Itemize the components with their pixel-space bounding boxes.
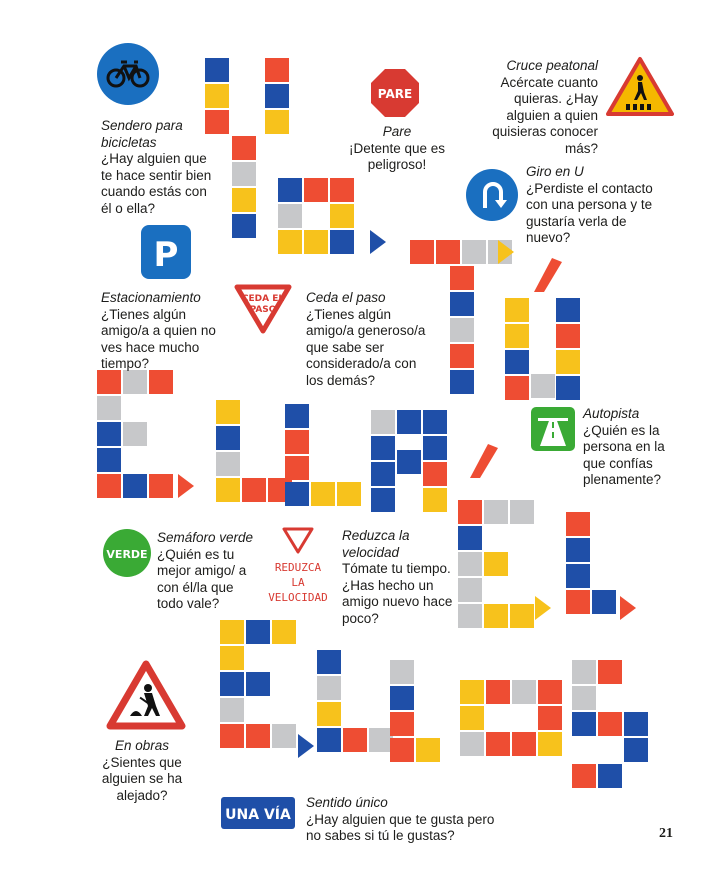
letter-block xyxy=(330,178,354,202)
letter-block xyxy=(510,604,534,628)
letter-block xyxy=(390,660,414,684)
green-light-text: VERDE xyxy=(106,548,148,561)
parking-icon xyxy=(140,224,192,280)
letter-block xyxy=(486,732,510,756)
letter-block xyxy=(205,84,229,108)
letter-block xyxy=(285,482,309,506)
yield-sign-text-2: PASO xyxy=(249,305,277,315)
letter-block xyxy=(410,240,434,264)
letter-block xyxy=(220,646,244,670)
reduce-speed-text-1: REDUZCA xyxy=(274,561,322,574)
letter-block xyxy=(556,376,580,400)
letter-block xyxy=(505,376,529,400)
arrow-head xyxy=(178,474,194,498)
letter-block xyxy=(216,452,240,476)
unavia-body: ¿Hay alguien que te gusta pero no sabes si tú le gustas? xyxy=(306,811,495,843)
letter-block xyxy=(436,240,460,264)
letter-block xyxy=(390,686,414,710)
giro-heading: Giro en U xyxy=(526,164,584,179)
letter-block xyxy=(205,58,229,82)
letter-block xyxy=(343,728,367,752)
arrow-head xyxy=(370,230,386,254)
letter-block xyxy=(598,712,622,736)
accent-mark xyxy=(534,258,562,292)
one-way-icon xyxy=(220,796,296,830)
letter-block xyxy=(423,410,447,434)
letter-block xyxy=(423,462,447,486)
reduzca-text xyxy=(342,528,457,627)
letter-block xyxy=(265,84,289,108)
letter-block xyxy=(242,478,266,502)
u-turn-icon xyxy=(465,168,519,222)
letter-block xyxy=(450,318,474,342)
letter-block xyxy=(566,564,590,588)
verde-heading: Semáforo verde xyxy=(157,530,254,545)
letter-block xyxy=(460,680,484,704)
letter-block xyxy=(505,298,529,322)
letter-block xyxy=(123,422,147,446)
letter-block xyxy=(566,538,590,562)
pare-body: ¡Detente que es peligroso! xyxy=(348,140,446,172)
bicicleta-text xyxy=(101,118,221,217)
giro-body: ¿Perdiste el contacto con una persona y te gustaría verla de nuevo? xyxy=(526,180,653,245)
letter-block xyxy=(285,456,309,480)
letter-block xyxy=(450,344,474,368)
cruce-heading: Cruce peatonal xyxy=(506,58,598,73)
letter-block xyxy=(265,58,289,82)
obras-body: ¿Sientes que alguien se ha alejado? xyxy=(101,754,183,803)
letter-block xyxy=(369,728,393,752)
letter-block xyxy=(566,512,590,536)
letter-block xyxy=(220,620,244,644)
letter-block xyxy=(220,698,244,722)
letter-block xyxy=(265,110,289,134)
letter-block xyxy=(512,680,536,704)
estacionamiento-heading: Estacionamiento xyxy=(101,290,201,305)
letter-block xyxy=(531,374,555,398)
letter-block xyxy=(97,448,121,472)
letter-block xyxy=(486,680,510,704)
letter-block xyxy=(317,676,341,700)
letter-block xyxy=(272,724,296,748)
arrow-head xyxy=(620,596,636,620)
letter-block xyxy=(458,526,482,550)
reduce-speed-text-2: LA xyxy=(291,576,305,589)
letter-block xyxy=(232,136,256,160)
letter-block xyxy=(232,188,256,212)
letter-block xyxy=(97,422,121,446)
autopista-heading: Autopista xyxy=(583,406,640,421)
letter-block xyxy=(423,488,447,512)
letter-block xyxy=(572,686,596,710)
letter-block xyxy=(538,680,562,704)
highway-icon xyxy=(530,406,576,452)
letter-block xyxy=(371,462,395,486)
one-way-text: UNA VÍA xyxy=(225,807,291,823)
obras-heading: En obras xyxy=(114,738,170,753)
letter-block xyxy=(246,672,270,696)
letter-block xyxy=(458,578,482,602)
letter-block xyxy=(97,396,121,420)
letter-block xyxy=(566,590,590,614)
verde-text xyxy=(157,530,257,613)
pare-heading: Pare xyxy=(382,124,412,139)
letter-block xyxy=(397,450,421,474)
letter-block xyxy=(505,324,529,348)
letter-block xyxy=(317,702,341,726)
letter-block xyxy=(572,764,596,788)
letter-block xyxy=(556,298,580,322)
letter-block xyxy=(416,738,440,762)
stop-sign-text: PARE xyxy=(377,87,413,101)
giro-text xyxy=(526,164,671,247)
cruce-body: Acércate cuanto quieras. ¿Hay alguien a quien quisieras conocer más? xyxy=(492,74,598,156)
letter-block xyxy=(317,728,341,752)
letter-block xyxy=(390,712,414,736)
ceda-heading: Ceda el paso xyxy=(306,290,386,305)
letter-block xyxy=(246,724,270,748)
letter-block xyxy=(304,230,328,254)
roadworks-icon xyxy=(106,660,186,730)
letter-block xyxy=(371,436,395,460)
green-light-icon xyxy=(102,528,152,578)
letter-block xyxy=(538,706,562,730)
arrow-head xyxy=(298,734,314,758)
letter-block xyxy=(505,350,529,374)
letter-block xyxy=(592,590,616,614)
letter-block xyxy=(624,712,648,736)
letter-block xyxy=(460,732,484,756)
letter-block xyxy=(484,500,508,524)
letter-block xyxy=(598,764,622,788)
yield-sign-icon xyxy=(234,284,292,334)
parking-sign-text: P xyxy=(153,235,179,275)
letter-block xyxy=(246,620,270,644)
letter-block xyxy=(278,178,302,202)
letter-block xyxy=(220,672,244,696)
letter-block xyxy=(285,430,309,454)
stop-sign-icon xyxy=(370,68,420,118)
cruce-text xyxy=(470,58,598,157)
letter-block xyxy=(450,370,474,394)
page-number: 21 xyxy=(659,826,673,841)
letter-block xyxy=(123,370,147,394)
reduce-speed-icon xyxy=(262,526,334,608)
bicicleta-heading: Sendero para bicicletas xyxy=(101,118,183,150)
accent-mark xyxy=(470,444,498,478)
estacionamiento-body: ¿Tienes algún amigo/a a quien no ves hace mucho tiempo? xyxy=(101,306,216,371)
bicicleta-body: ¿Hay alguien que te hace sentir bien cuando estás con él o ella? xyxy=(101,151,212,216)
letter-block xyxy=(458,604,482,628)
letter-block xyxy=(572,660,596,684)
autopista-text xyxy=(583,406,683,489)
pare-text xyxy=(345,124,449,174)
letter-block xyxy=(458,500,482,524)
letter-block xyxy=(232,162,256,186)
ceda-body: ¿Tienes algún amigo/a generoso/a que sabe ser considerado/a con los demás? xyxy=(306,306,426,388)
letter-block xyxy=(460,706,484,730)
letter-block xyxy=(484,552,508,576)
letter-block xyxy=(371,410,395,434)
letter-block xyxy=(330,204,354,228)
letter-block xyxy=(123,474,147,498)
letter-block xyxy=(317,650,341,674)
letter-block xyxy=(450,266,474,290)
pedestrian-crossing-icon xyxy=(606,56,674,116)
letter-block xyxy=(624,738,648,762)
arrow-head xyxy=(535,596,551,620)
letter-block xyxy=(371,488,395,512)
letter-block xyxy=(311,482,335,506)
letter-block xyxy=(510,500,534,524)
letter-block xyxy=(216,478,240,502)
letter-block xyxy=(572,712,596,736)
ceda-text xyxy=(306,290,426,389)
bicycle-icon xyxy=(96,42,160,106)
unavia-heading: Sentido único xyxy=(306,795,388,810)
verde-body: ¿Quién es tu mejor amigo/ a con él/la que todo vale? xyxy=(157,546,247,611)
letter-block xyxy=(278,230,302,254)
letter-block xyxy=(285,404,309,428)
letter-block xyxy=(337,482,361,506)
letter-block xyxy=(556,324,580,348)
letter-block xyxy=(216,400,240,424)
letter-block xyxy=(97,474,121,498)
reduzca-body: Tómate tu tiempo. ¿Has hecho un amigo nuevo hace poco? xyxy=(342,561,453,626)
letter-block xyxy=(450,292,474,316)
letter-block xyxy=(220,724,244,748)
letter-block xyxy=(216,426,240,450)
letter-block xyxy=(598,660,622,684)
letter-block xyxy=(423,436,447,460)
letter-block xyxy=(149,370,173,394)
letter-block xyxy=(97,370,121,394)
letter-block xyxy=(278,204,302,228)
letter-block xyxy=(304,178,328,202)
letter-block xyxy=(556,350,580,374)
letter-block xyxy=(272,620,296,644)
letter-block xyxy=(390,738,414,762)
letter-block xyxy=(330,230,354,254)
autopista-body: ¿Quién es la persona en la que confías plenamente? xyxy=(583,422,665,487)
obras-text xyxy=(82,738,202,804)
reduce-speed-text-3: VELOCIDAD xyxy=(268,591,328,604)
letter-block xyxy=(458,552,482,576)
yield-sign-text-1: CEDA EL xyxy=(241,294,285,304)
letter-block xyxy=(232,214,256,238)
letter-block xyxy=(484,604,508,628)
letter-block xyxy=(462,240,486,264)
letter-block xyxy=(397,410,421,434)
reduzca-heading: Reduzca la velocidad xyxy=(342,528,410,560)
letter-block xyxy=(512,732,536,756)
unavia-text xyxy=(306,795,506,845)
letter-block xyxy=(538,732,562,756)
letter-block xyxy=(149,474,173,498)
estacionamiento-text xyxy=(101,290,236,373)
